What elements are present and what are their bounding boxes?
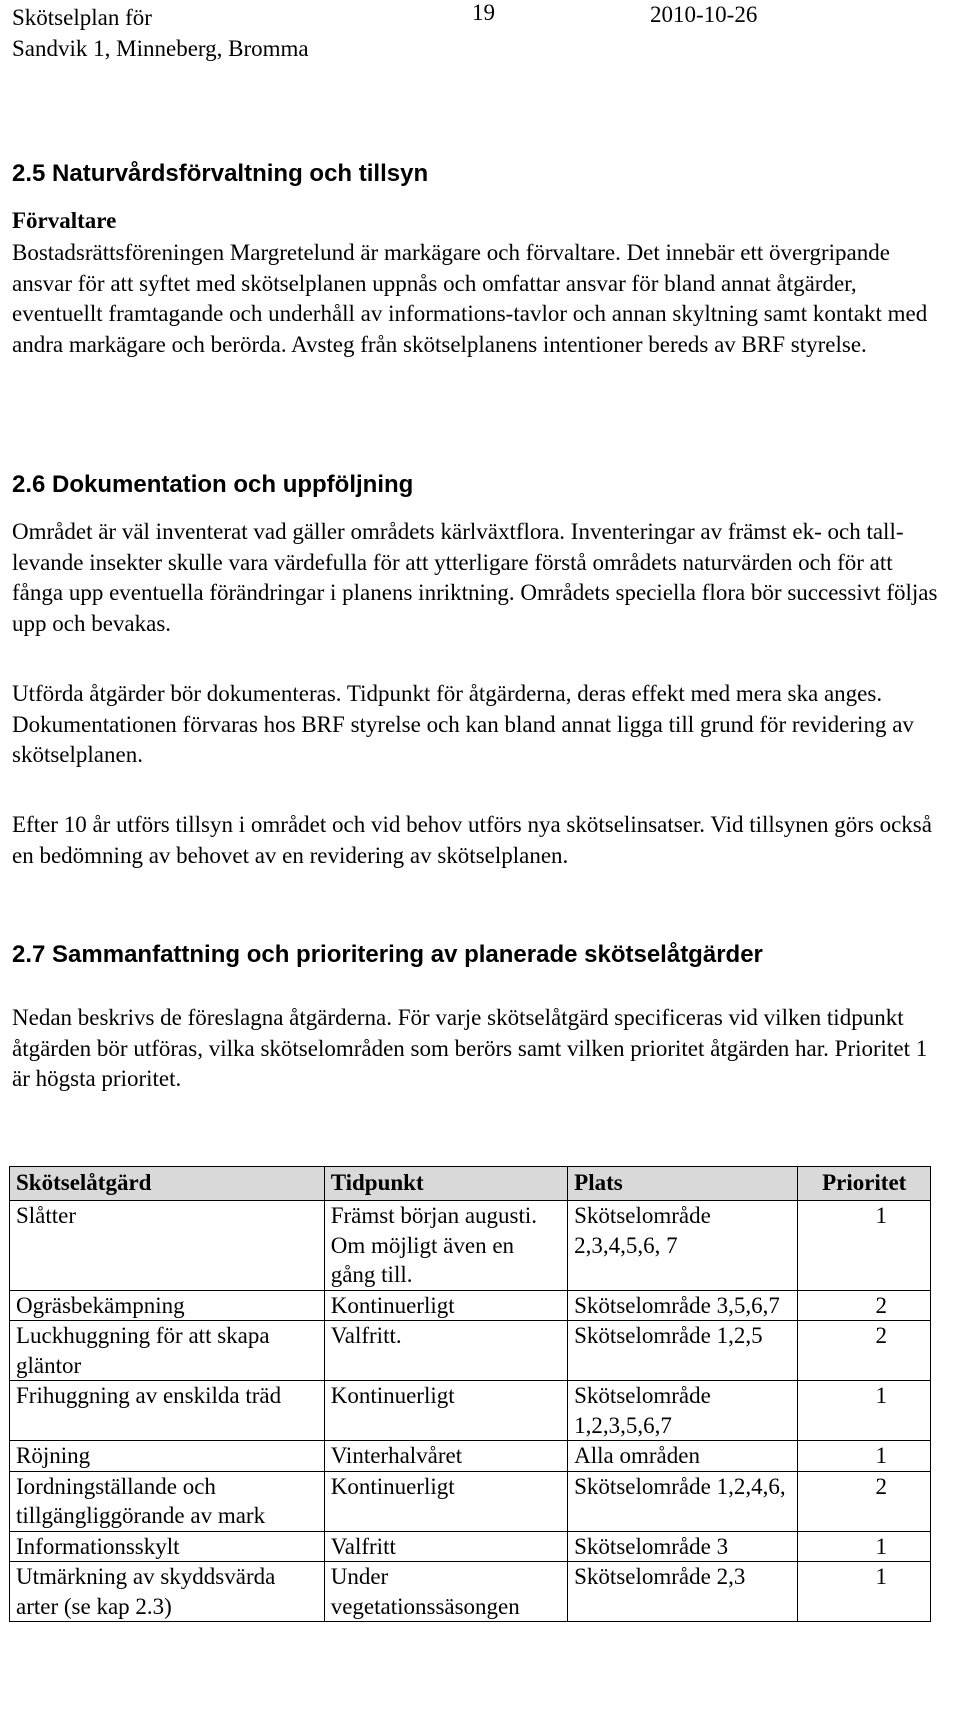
table-row: [10, 1321, 931, 1381]
cell-place: Skötselområde 1,2,5: [568, 1321, 798, 1381]
cell-place: Alla områden: [568, 1441, 798, 1472]
section-2-5-heading: 2.5 Naturvårdsförvaltning och tillsyn: [12, 160, 429, 187]
section-2-6-paragraph-3: [12, 810, 942, 871]
cell-action: Informationsskylt: [10, 1531, 325, 1562]
cell-place: Skötselområde 1,2,3,5,6,7: [568, 1381, 798, 1441]
column-header-priority: Prioritet: [798, 1167, 931, 1201]
cell-action: Utmärkning av skyddsvärda arter (se kap 2.3): [10, 1562, 325, 1622]
section-2-5-paragraph: [12, 238, 942, 360]
cell-time: Kontinuerligt: [324, 1471, 567, 1531]
cell-time: Kontinuerligt: [324, 1381, 567, 1441]
section-2-6-text-1: Området är väl inventerat vad gäller områdets kärlväxtflora. Inventeringar av främst ek- och tall-levande insekter skulle vara värdefulla för att ytterligare förstå områdets naturvärden och för att fånga upp eventuella förändringar i planens inriktning. Områdets speciella flora bör successivt följas upp och bevakas.: [12, 519, 938, 636]
table-header-row: [10, 1167, 931, 1201]
section-2-6-text-2: Utförda åtgärder bör dokumenteras. Tidpunkt för åtgärderna, deras effekt med mera ska anges. Dokumentationen förvaras hos BRF styrelse och kan bland annat ligga till grund för revidering av skötselplanen.: [12, 681, 914, 767]
table-row: [10, 1471, 931, 1531]
section-2-7-heading: 2.7 Sammanfattning och prioritering av planerade skötselåtgärder: [12, 941, 763, 968]
cell-action: Ogräsbekämpning: [10, 1290, 325, 1321]
cell-priority: 1: [798, 1381, 931, 1441]
cell-place: Skötselområde 3,5,6,7: [568, 1290, 798, 1321]
cell-action: Iordningställande och tillgängliggörande av mark: [10, 1471, 325, 1531]
measures-table: [9, 1166, 931, 1622]
table-row: [10, 1562, 931, 1622]
table-row: [10, 1381, 931, 1441]
cell-place: Skötselområde 1,2,4,6,: [568, 1471, 798, 1531]
section-2-6-heading: 2.6 Dokumentation och uppföljning: [12, 471, 414, 498]
cell-priority: 1: [798, 1531, 931, 1562]
cell-priority: 2: [798, 1321, 931, 1381]
page-header-title: [12, 2, 309, 64]
cell-place: Skötselområde 2,3,4,5,6, 7: [568, 1201, 798, 1291]
cell-priority: 2: [798, 1471, 931, 1531]
header-date: 2010-10-26: [650, 2, 758, 27]
section-2-7-paragraph: [12, 1003, 942, 1095]
cell-time: Främst början augusti. Om möjligt även en gång till.: [324, 1201, 567, 1291]
page-number: 19: [472, 0, 495, 25]
cell-place: Skötselområde 2,3: [568, 1562, 798, 1622]
column-header-place: Plats: [568, 1167, 798, 1201]
cell-time: Valfritt.: [324, 1321, 567, 1381]
cell-time: Vinterhalvåret: [324, 1441, 567, 1472]
section-2-5-text: Bostadsrättsföreningen Margretelund är markägare och förvaltare. Det innebär ett övergripande ansvar för att syftet med skötselplanen uppnås och omfattar ansvar för bland annat åtgärder, eventuellt framtagande och underhåll av informations-tavlor och annan skyltning samt kontakt med andra markägare och berörda. Avsteg från skötselplanens intentioner bereds av BRF styrelse.: [12, 240, 928, 357]
cell-priority: 1: [798, 1562, 931, 1622]
section-2-6-paragraph-2: [12, 679, 942, 771]
cell-place: Skötselområde 3: [568, 1531, 798, 1562]
table-row: [10, 1531, 931, 1562]
header-title-line1: Skötselplan för: [12, 5, 152, 30]
table-row: [10, 1441, 931, 1472]
section-2-6-text-3: Efter 10 år utförs tillsyn i området och vid behov utförs nya skötselinsatser. Vid tillsynen görs också en bedömning av behovet av en revidering av skötselplanen.: [12, 812, 932, 868]
section-2-5-subheading: Förvaltare: [12, 208, 117, 233]
cell-action: Luckhuggning för att skapa gläntor: [10, 1321, 325, 1381]
column-header-action: Skötselåtgärd: [10, 1167, 325, 1201]
cell-priority: 1: [798, 1201, 931, 1291]
cell-action: Frihuggning av enskilda träd: [10, 1381, 325, 1441]
table-row: [10, 1201, 931, 1291]
header-title-line2: Sandvik 1, Minneberg, Bromma: [12, 36, 309, 61]
table-row: [10, 1290, 931, 1321]
cell-priority: 1: [798, 1441, 931, 1472]
section-2-6-paragraph-1: [12, 517, 942, 639]
cell-action: Röjning: [10, 1441, 325, 1472]
section-2-7-text: Nedan beskrivs de föreslagna åtgärderna. För varje skötselåtgärd specificeras vid vilken tidpunkt åtgärden bör utföras, vilka skötselområden som berörs samt vilken prioritet åtgärden har. Prioritet 1 är högsta prioritet.: [12, 1005, 928, 1091]
cell-priority: 2: [798, 1290, 931, 1321]
cell-time: Under vegetationssäsongen: [324, 1562, 567, 1622]
cell-time: Kontinuerligt: [324, 1290, 567, 1321]
cell-time: Valfritt: [324, 1531, 567, 1562]
column-header-time: Tidpunkt: [324, 1167, 567, 1201]
cell-action: Slåtter: [10, 1201, 325, 1291]
